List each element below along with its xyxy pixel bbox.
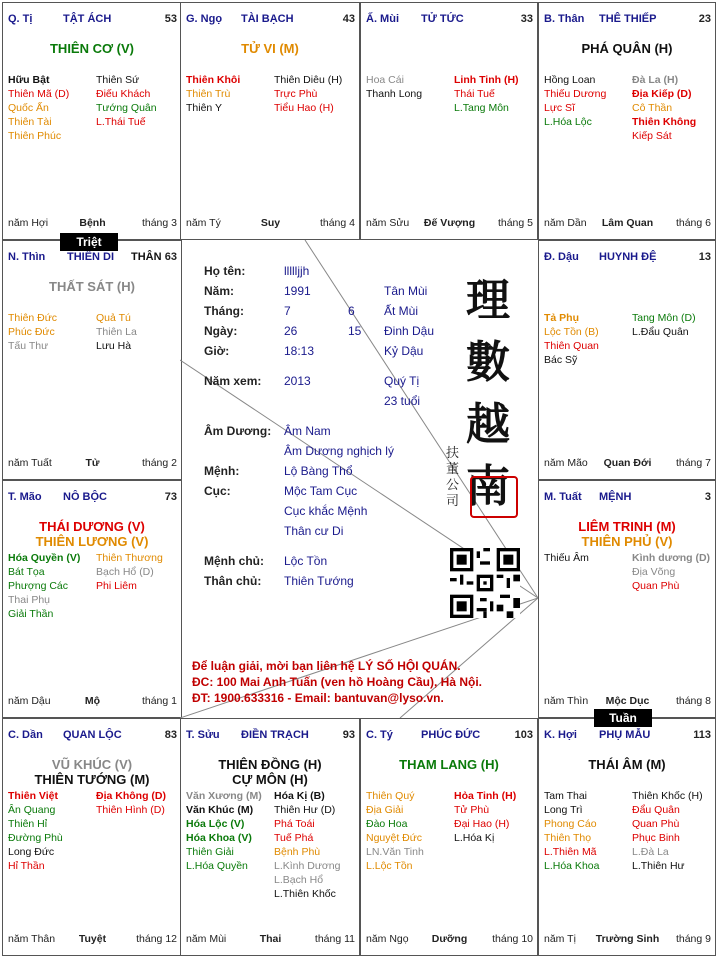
name-value: llllljjh	[284, 264, 310, 278]
minor-star: L.Thiên Mã	[544, 846, 597, 858]
main-star: THIÊN ĐỒNG (H)	[218, 757, 322, 772]
footer-year: năm Dần	[544, 217, 587, 229]
footer-stage: Mộ	[84, 695, 101, 707]
palace-cell-ti	[2, 2, 182, 240]
palace-cell-tuat	[538, 480, 716, 718]
palace-footer	[8, 217, 177, 230]
right-star-list	[96, 73, 181, 129]
minor-star: L.Lộc Tồn	[366, 860, 413, 872]
main-star: THIÊN LƯƠNG (V)	[35, 534, 149, 549]
main-star: THIÊN TƯỚNG (M)	[34, 772, 150, 787]
minor-star: Quan Phù	[632, 580, 680, 592]
minor-star: Thiên Đức	[8, 312, 58, 324]
palace-footer	[544, 457, 711, 470]
minor-star: Thiên La	[96, 326, 137, 338]
footer-month: tháng 4	[319, 217, 355, 229]
main-star: TỬ VI (M)	[241, 41, 299, 56]
cuc-note-2: Thân cư Di	[284, 524, 344, 538]
footer-month: tháng 1	[141, 695, 177, 707]
footer-month: tháng 2	[141, 457, 177, 469]
menh-chu-value: Lộc Tồn	[284, 554, 328, 568]
palace-footer	[366, 217, 533, 230]
palace-cell-dau	[538, 240, 716, 480]
am-duong-value: Âm Nam	[284, 424, 331, 438]
than-chu-label: Thân chủ:	[204, 574, 262, 588]
minor-star: Ân Quang	[8, 804, 56, 816]
minor-star: Đẩu Quân	[632, 804, 680, 816]
right-star-list	[632, 73, 716, 143]
minor-star: Thiên Hình (D)	[96, 804, 165, 816]
footer-stage: Dưỡng	[431, 933, 468, 945]
footer-month: tháng 3	[141, 217, 177, 229]
minor-star: L.Tang Môn	[454, 102, 509, 114]
minor-star: Trực Phù	[274, 88, 318, 100]
name-label: Họ tên:	[204, 264, 246, 278]
minor-star: Lưu Hà	[96, 340, 132, 352]
minor-star: Tấu Thư	[8, 340, 49, 352]
palace-age-number: 43	[342, 13, 355, 25]
footer-year: năm Thân	[8, 933, 56, 945]
footer-year: năm Mão	[544, 457, 588, 469]
minor-star: Quả Tú	[96, 312, 131, 324]
palace-age-number: 3	[704, 491, 711, 503]
minor-star: L.Hóa Quyền	[186, 860, 248, 872]
branch-label: Đ. Dậu	[544, 251, 579, 263]
footer-year: năm Sửu	[366, 217, 410, 229]
palace-age-number: 53	[164, 13, 177, 25]
footer-year: năm Tuất	[8, 457, 52, 469]
minor-star: L.Kình Dương	[274, 860, 341, 872]
menh-value: Lộ Bàng Thổ	[284, 464, 353, 478]
minor-star: LN.Văn Tinh	[366, 846, 424, 858]
minor-star: L.Hóa Khoa	[544, 860, 600, 872]
palace-cell-suu	[180, 718, 360, 956]
branch-label: N. Thìn	[8, 251, 46, 263]
minor-star: Tuế Phá	[274, 832, 314, 844]
left-star-list	[366, 73, 451, 101]
left-star-list	[366, 789, 451, 873]
minor-star: Hồng Loan	[544, 74, 596, 86]
palace-age-number: 73	[164, 491, 177, 503]
palace-name: TỬ TỨC	[421, 13, 464, 25]
palace-cell-thin	[2, 240, 182, 480]
hour-can-chi: Kỷ Dậu	[384, 344, 424, 358]
month-label: Tháng:	[204, 304, 244, 318]
branch-label: B. Thân	[544, 13, 585, 25]
palace-footer	[8, 695, 177, 708]
day-can-chi: Đinh Dậu	[384, 324, 435, 338]
minor-star: Thái Tuế	[454, 88, 495, 100]
left-star-list	[8, 311, 93, 353]
palace-age-number: 93	[342, 729, 355, 741]
palace-age-number: 113	[693, 729, 711, 741]
minor-star: Quốc Ấn	[8, 102, 49, 114]
footer-month: tháng 11	[314, 933, 355, 945]
right-star-list	[454, 789, 538, 845]
minor-star: Thiếu Dương	[544, 88, 607, 100]
left-star-list	[186, 73, 271, 115]
left-star-list	[8, 551, 93, 621]
palace-age-number: 23	[698, 13, 711, 25]
left-star-list	[186, 789, 271, 873]
tuan-tag: Tuần	[594, 709, 652, 727]
footer-stage: Tử	[85, 457, 100, 469]
minor-star: Hỉ Thần	[8, 860, 45, 872]
main-star: THÁI DƯƠNG (V)	[39, 519, 145, 534]
palace-footer	[186, 933, 355, 946]
red-seal	[470, 476, 518, 518]
left-star-list	[544, 73, 629, 129]
footer-stage: Đế Vượng	[423, 217, 476, 229]
palace-footer	[8, 457, 177, 470]
main-star: PHÁ QUÂN (H)	[581, 41, 673, 56]
contact-line-1: Để luận giải, mời bạn liên hệ LÝ SỐ HỘI QUÁN.	[192, 659, 461, 673]
footer-stage: Tuyệt	[78, 933, 107, 945]
minor-star: Văn Xương (M)	[186, 790, 262, 802]
main-star: VŨ KHÚC (V)	[51, 757, 133, 772]
footer-month: tháng 9	[675, 933, 711, 945]
minor-star: Tướng Quân	[96, 102, 157, 114]
footer-stage: Bệnh	[79, 217, 106, 229]
main-star: THẤT SÁT (H)	[49, 279, 135, 294]
hour-label: Giờ:	[204, 344, 230, 358]
footer-month: tháng 6	[675, 217, 711, 229]
minor-star: Thiên Việt	[8, 790, 58, 802]
palace-name: PHỤ MẪU	[599, 729, 651, 741]
minor-star: Phá Toái	[274, 818, 315, 830]
minor-star: Kình dương (D)	[632, 552, 711, 564]
branch-label: Q. Tị	[8, 13, 33, 25]
minor-star: Thiên Trù	[186, 88, 231, 100]
branch-label: T. Mão	[8, 491, 42, 503]
footer-month: tháng 10	[492, 933, 533, 945]
minor-star: Phi Liêm	[96, 580, 137, 592]
minor-star: Thiên Hỉ	[8, 818, 48, 830]
minor-star: L.Thiên Khốc	[274, 888, 336, 900]
main-star: LIÊM TRINH (M)	[578, 519, 676, 534]
branch-label: G. Ngọ	[186, 13, 223, 25]
minor-star: Thiên Y	[186, 102, 222, 114]
minor-star: L.Bạch Hổ	[274, 874, 324, 886]
palace-footer	[544, 933, 711, 946]
minor-star: Hoa Cái	[366, 74, 404, 86]
minor-star: Linh Tinh (H)	[454, 74, 519, 86]
minor-star: Thiên Khốc (H)	[632, 790, 703, 802]
palace-cell-mui	[360, 2, 538, 240]
footer-stage: Quan Đới	[603, 457, 652, 469]
minor-star: Nguyệt Đức	[366, 832, 423, 844]
view-year-label: Năm xem:	[204, 374, 262, 388]
minor-star: Đào Hoa	[366, 818, 408, 830]
minor-star: Hóa Quyền (V)	[8, 552, 81, 564]
minor-star: Hóa Kị (B)	[274, 790, 325, 802]
minor-star: Thiên Thọ	[544, 832, 592, 844]
palace-cell-hoi	[538, 718, 716, 956]
right-star-list	[96, 311, 181, 353]
contact-address: ĐC: 100 Mai Anh Tuấn (ven hồ Hoàng Cầu), Hà Nội.	[192, 675, 483, 689]
right-star-list	[632, 789, 716, 873]
cuc-note-1: Cục khắc Mệnh	[284, 504, 368, 518]
minor-star: Hóa Khoa (V)	[186, 832, 252, 844]
minor-star: Địa Không (D)	[96, 790, 166, 802]
minor-star: Thiên Giải	[186, 846, 234, 858]
minor-star: Thiên Tài	[8, 116, 52, 128]
minor-star: Đường Phù	[8, 832, 63, 844]
palace-name: TẬT ÁCH	[63, 13, 112, 25]
minor-star: Giải Thần	[8, 608, 54, 620]
main-star: THIÊN PHỦ (V)	[581, 534, 673, 549]
minor-star: Thiên Sứ	[96, 74, 140, 86]
palace-cell-ty	[360, 718, 538, 956]
palace-footer	[544, 695, 711, 708]
minor-star: Tang Môn (D)	[632, 312, 696, 324]
minor-star: L.Hóa Lộc	[544, 116, 592, 128]
am-duong-note: Âm Dương nghịch lý	[284, 444, 394, 458]
day-lunar: 15	[348, 324, 362, 338]
minor-star: Địa Võng	[632, 566, 676, 578]
palace-name: THIÊN DI	[67, 251, 115, 263]
seal-side-text: 扶董公司	[446, 446, 460, 509]
footer-year: năm Tý	[186, 217, 221, 229]
footer-year: năm Hợi	[8, 217, 49, 229]
branch-label: T. Sửu	[186, 729, 220, 741]
palace-name: HUYNH ĐỆ	[599, 251, 657, 263]
palace-name: THÊ THIẾP	[599, 13, 657, 25]
hour-value: 18:13	[284, 344, 315, 358]
palace-cell-than	[538, 2, 716, 240]
than-palace-marker: THÂN	[131, 251, 162, 263]
branch-label: M. Tuất	[544, 491, 582, 503]
menh-chu-label: Mệnh chủ:	[204, 554, 264, 568]
contact-phone-email[interactable]: ĐT: 1900.633316 - Email: bantuvan@lyso.vn.	[192, 691, 444, 705]
palace-name: TÀI BẠCH	[241, 13, 294, 25]
palace-name: QUAN LỘC	[63, 729, 122, 741]
footer-month: tháng 7	[675, 457, 711, 469]
minor-star: Cô Thần	[632, 102, 673, 114]
minor-star: L.Hóa Kị	[454, 832, 495, 844]
minor-star: Thiên Quan	[544, 340, 599, 352]
main-star: CỰ MÔN (H)	[232, 772, 308, 787]
minor-star: L.Đẩu Quân	[632, 326, 689, 338]
age-value: 23 tuổi	[384, 394, 421, 408]
minor-star: Địa Giải	[366, 804, 404, 816]
right-star-list	[274, 789, 359, 901]
palace-age-number: 63	[164, 251, 177, 263]
triet-tag: Triệt	[60, 233, 118, 251]
minor-star: Lực Sĩ	[544, 102, 575, 114]
year-value: 1991	[284, 284, 311, 298]
day-solar: 26	[284, 324, 298, 338]
palace-age-number: 13	[698, 251, 711, 263]
minor-star: Thanh Long	[366, 88, 423, 100]
minor-star: L.Thái Tuế	[96, 116, 146, 128]
right-star-list	[96, 789, 181, 817]
minor-star: Lộc Tồn (B)	[544, 326, 599, 338]
palace-name: MỆNH	[599, 491, 632, 503]
month-lunar: 6	[348, 304, 355, 318]
right-star-list	[274, 73, 359, 115]
minor-star: Long Đức	[8, 846, 55, 858]
minor-star: Bệnh Phù	[274, 846, 321, 858]
calligraphy-text: 理數越南	[466, 275, 510, 512]
minor-star: Long Trì	[544, 804, 583, 816]
left-star-list	[8, 73, 93, 143]
palace-footer	[544, 217, 711, 230]
footer-stage: Trường Sinh	[595, 933, 660, 945]
month-can-chi: Ất Mùi	[384, 304, 419, 318]
minor-star: Thiếu Âm	[544, 552, 589, 564]
minor-star: L.Thiên Hư	[632, 860, 685, 872]
footer-stage: Suy	[260, 217, 281, 229]
palace-name: NÔ BỘC	[63, 491, 107, 503]
minor-star: Thiên Phúc	[8, 130, 62, 142]
right-star-list	[454, 73, 538, 115]
branch-label: C. Tý	[366, 729, 393, 741]
minor-star: Đà La (H)	[632, 74, 679, 86]
palace-age-number: 33	[520, 13, 533, 25]
minor-star: Thiên Quý	[366, 790, 415, 802]
main-star: THIÊN CƠ (V)	[49, 41, 135, 56]
minor-star: L.Đà La	[632, 846, 669, 858]
year-label: Năm:	[204, 284, 235, 298]
footer-month: tháng 8	[675, 695, 711, 707]
footer-year: năm Mùi	[186, 933, 227, 945]
left-star-list	[8, 789, 93, 873]
palace-cell-mao	[2, 480, 182, 718]
footer-month: tháng 12	[136, 933, 177, 945]
footer-stage: Lâm Quan	[601, 217, 654, 229]
view-year-can-chi: Quý Tị	[384, 374, 420, 388]
qr-code-icon	[450, 548, 520, 618]
footer-month: tháng 5	[497, 217, 533, 229]
minor-star: Thiên Diêu (H)	[274, 74, 343, 86]
footer-year: năm Dậu	[8, 695, 51, 707]
minor-star: Phong Cáo	[544, 818, 597, 830]
than-chu-value: Thiên Tướng	[284, 574, 354, 588]
month-solar: 7	[284, 304, 291, 318]
minor-star: Thiên Không	[632, 116, 697, 128]
left-star-list	[544, 789, 629, 873]
year-can-chi: Tân Mùi	[384, 284, 428, 298]
palace-age-number: 103	[514, 729, 533, 741]
minor-star: Tả Phụ	[544, 312, 580, 324]
branch-label: Ấ. Mùi	[366, 13, 399, 25]
minor-star: Tiểu Hao (H)	[274, 102, 334, 114]
view-year-value: 2013	[284, 374, 311, 388]
right-star-list	[96, 551, 181, 593]
menh-label: Mệnh:	[204, 464, 240, 478]
right-star-list	[632, 311, 716, 339]
minor-star: Thiên Mã (D)	[8, 88, 70, 100]
footer-year: năm Thìn	[544, 695, 589, 707]
minor-star: Tam Thai	[544, 790, 587, 802]
minor-star: Hữu Bật	[8, 74, 50, 86]
footer-stage: Mộc Dục	[605, 695, 650, 707]
footer-year: năm Tị	[544, 933, 576, 945]
am-duong-label: Âm Dương:	[204, 424, 272, 438]
palace-age-number: 83	[164, 729, 177, 741]
minor-star: Đại Hao (H)	[454, 818, 510, 830]
minor-star: Hỏa Tinh (H)	[454, 790, 517, 802]
left-star-list	[544, 311, 629, 367]
minor-star: Kiếp Sát	[632, 130, 672, 142]
palace-footer	[186, 217, 355, 230]
minor-star: Phúc Đức	[8, 326, 55, 338]
cuc-value: Mộc Tam Cục	[284, 484, 358, 498]
minor-star: Quan Phù	[632, 818, 680, 830]
minor-star: Tử Phù	[454, 804, 490, 816]
footer-year: năm Ngọ	[366, 933, 409, 945]
minor-star: Văn Khúc (M)	[186, 804, 254, 816]
palace-name: PHÚC ĐỨC	[421, 729, 481, 741]
branch-label: K. Hợi	[544, 729, 577, 741]
minor-star: Bác Sỹ	[544, 354, 578, 366]
main-star: THAM LANG (H)	[399, 757, 499, 772]
center-info-panel	[180, 240, 538, 718]
minor-star: Thiên Khôi	[186, 74, 241, 86]
palace-footer	[366, 933, 533, 946]
minor-star: Hóa Lộc (V)	[186, 818, 245, 830]
minor-star: Thiên Hư (D)	[274, 804, 336, 816]
day-label: Ngày:	[204, 324, 238, 338]
main-star: THÁI ÂM (M)	[588, 757, 666, 772]
minor-star: Thai Phụ	[8, 594, 51, 606]
cuc-label: Cục:	[204, 484, 231, 498]
minor-star: Địa Kiếp (D)	[632, 88, 692, 100]
palace-cell-dan	[2, 718, 182, 956]
minor-star: Điếu Khách	[96, 88, 151, 100]
branch-label: C. Dần	[8, 729, 43, 741]
minor-star: Phục Binh	[632, 832, 680, 844]
right-star-list	[632, 551, 716, 593]
minor-star: Phượng Các	[8, 580, 69, 592]
minor-star: Bát Tọa	[8, 566, 45, 578]
minor-star: Thiên Thương	[96, 552, 163, 564]
left-star-list	[544, 551, 629, 565]
footer-stage: Thai	[259, 933, 282, 945]
palace-cell-ngo	[180, 2, 360, 240]
palace-name: ĐIỀN TRẠCH	[241, 729, 309, 741]
minor-star: Bạch Hổ (D)	[96, 566, 154, 578]
palace-footer	[8, 933, 177, 946]
